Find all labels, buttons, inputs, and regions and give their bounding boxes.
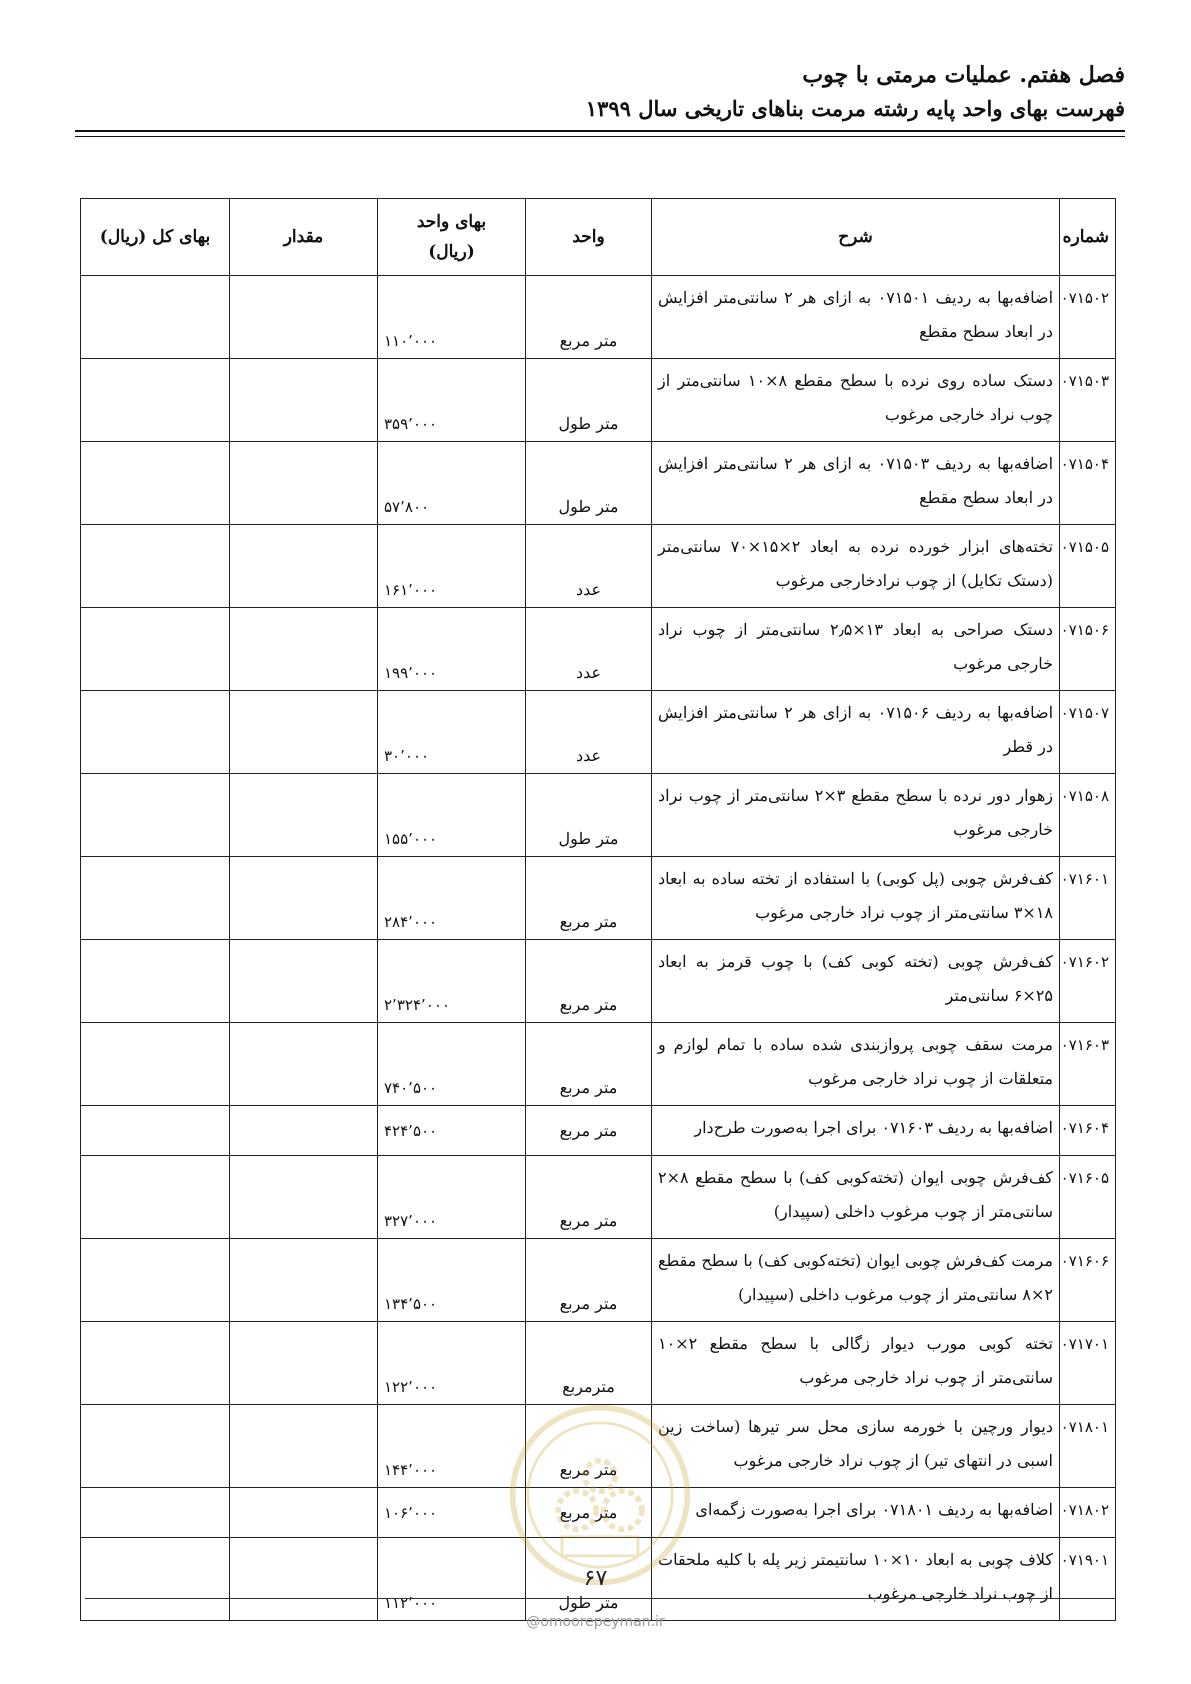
item-unit: مترمربع: [526, 1322, 652, 1405]
table-row: [81, 359, 1116, 442]
item-description: اضافه‌بها به ردیف ۰۷۱۶۰۳ برای اجرا به‌صورت طرح‌دار: [652, 1106, 1060, 1156]
item-code: ۰۷۱۵۰۸: [1060, 774, 1116, 857]
item-unit-price: ۱۱۲٬۰۰۰: [378, 1538, 526, 1621]
item-code: ۰۷۱۶۰۳: [1060, 1023, 1116, 1106]
item-unit: متر مربع: [526, 1023, 652, 1106]
item-unit: متر مربع: [526, 1405, 652, 1488]
table-row: [81, 608, 1116, 691]
table-row: [81, 1106, 1116, 1156]
item-unit: متر مربع: [526, 276, 652, 359]
item-code: ۰۷۱۸۰۲: [1060, 1488, 1116, 1538]
table-row: [81, 442, 1116, 525]
item-description: دیوار ورچین با خورمه سازی محل سر تیرها (ساخت زین اسبی در انتهای تیر) از چوب نراد خارجی مرغوب: [652, 1405, 1060, 1488]
item-code: ۰۷۱۵۰۷: [1060, 691, 1116, 774]
table-row: [81, 1023, 1116, 1106]
item-unit: متر مربع: [526, 1106, 652, 1156]
website-watermark: @omoorepeyman.ir: [526, 1614, 665, 1630]
page-number: ۶۷: [583, 1566, 608, 1591]
item-total: [81, 774, 230, 857]
table-row: [81, 857, 1116, 940]
item-description: کلاف چوبی به ابعاد ۱۰×۱۰ سانتیمتر زیر پله با کلیه ملحقات از چوب نراد خارجی مرغوب: [652, 1538, 1060, 1621]
item-unit: متر طول: [526, 359, 652, 442]
item-unit-price: ۱۶۱٬۰۰۰: [378, 525, 526, 608]
item-description: تخته‌های ابزار خورده نرده به ابعاد ۲×۱۵×۷۰ سانتی‌متر (دستک تکایل) از چوب نرادخارجی مرغوب: [652, 525, 1060, 608]
item-total: [81, 857, 230, 940]
item-unit: عدد: [526, 525, 652, 608]
item-total: [81, 525, 230, 608]
item-code: ۰۷۱۹۰۱: [1060, 1538, 1116, 1621]
item-total: [81, 1488, 230, 1538]
item-unit-price: ۳۲۷٬۰۰۰: [378, 1156, 526, 1239]
item-unit: عدد: [526, 608, 652, 691]
item-description: اضافه‌بها به ردیف ۰۷۱۵۰۳ به ازای هر ۲ سانتی‌متر افزایش در ابعاد سطح مقطع: [652, 442, 1060, 525]
table-row: [81, 1405, 1116, 1488]
item-quantity: [230, 1322, 378, 1405]
item-unit-price: ۷۴۰٬۵۰۰: [378, 1023, 526, 1106]
chapter-title: فصل هفتم. عملیات مرمتی با چوب: [802, 62, 1125, 88]
item-unit: متر مربع: [526, 1488, 652, 1538]
item-unit: متر مربع: [526, 1156, 652, 1239]
item-code: ۰۷۱۶۰۲: [1060, 940, 1116, 1023]
col-header-quantity: مقدار: [230, 199, 378, 276]
item-quantity: [230, 940, 378, 1023]
item-total: [81, 691, 230, 774]
item-total: [81, 1322, 230, 1405]
item-description: اضافه‌بها به ردیف ۰۷۱۸۰۱ برای اجرا به‌صورت زگمه‌ای: [652, 1488, 1060, 1538]
item-description: اضافه‌بها به ردیف ۰۷۱۵۰۶ به ازای هر ۲ سانتی‌متر افزایش در قطر: [652, 691, 1060, 774]
item-total: [81, 1023, 230, 1106]
item-total: [81, 1239, 230, 1322]
item-description: دستک ساده روی نرده با سطح مقطع ۸×۱۰ سانتی‌متر از چوب نراد خارجی مرغوب: [652, 359, 1060, 442]
item-total: [81, 1156, 230, 1239]
item-unit-price: ۱۰۶٬۰۰۰: [378, 1488, 526, 1538]
item-unit-price: ۵۷٬۸۰۰: [378, 442, 526, 525]
item-unit-price: ۳۰٬۰۰۰: [378, 691, 526, 774]
unit-price-label: بهای واحد (ریال): [416, 212, 487, 262]
item-code: ۰۷۱۶۰۵: [1060, 1156, 1116, 1239]
item-quantity: [230, 1239, 378, 1322]
item-description: دستک صراحی به ابعاد ۱۳×۲٫۵ سانتی‌متر از چوب نراد خارجی مرغوب: [652, 608, 1060, 691]
item-unit-price: ۱۳۴٬۵۰۰: [378, 1239, 526, 1322]
item-quantity: [230, 1023, 378, 1106]
item-code: ۰۷۱۵۰۲: [1060, 276, 1116, 359]
item-description: مرمت کف‌فرش چوبی ایوان (تخته‌کوبی کف) با سطح مقطع ۲×۸ سانتی‌متر از چوب مرغوب داخلی (سپیدار): [652, 1239, 1060, 1322]
item-total: [81, 1405, 230, 1488]
item-quantity: [230, 1405, 378, 1488]
page-header: [69, 58, 1125, 126]
col-header-code: شماره: [1060, 199, 1116, 276]
item-quantity: [230, 608, 378, 691]
item-quantity: [230, 1156, 378, 1239]
table-header-row: [81, 199, 1116, 276]
item-quantity: [230, 857, 378, 940]
footer-rule: [85, 1598, 1116, 1599]
item-unit-price: ۲٬۳۲۴٬۰۰۰: [378, 940, 526, 1023]
item-description: کف‌فرش چوبی (تخته کوبی کف) با چوب قرمز به ابعاد ۲۵×۶ سانتی‌متر: [652, 940, 1060, 1023]
item-total: [81, 940, 230, 1023]
item-unit-price: ۳۵۹٬۰۰۰: [378, 359, 526, 442]
item-unit: متر طول: [526, 1538, 652, 1621]
item-description: کف‌فرش چوبی (پل کوبی) با استفاده از تخته ساده به ابعاد ۱۸×۳ سانتی‌متر از چوب نراد خارجی مرغوب: [652, 857, 1060, 940]
item-code: ۰۷۱۸۰۱: [1060, 1405, 1116, 1488]
item-quantity: [230, 359, 378, 442]
item-unit-price: ۱۲۲٬۰۰۰: [378, 1322, 526, 1405]
item-quantity: [230, 525, 378, 608]
item-description: کف‌فرش چوبی ایوان (تخته‌کوبی کف) با سطح مقطع ۸×۲ سانتی‌متر از چوب مرغوب داخلی (سپیدار): [652, 1156, 1060, 1239]
price-list-table: [80, 198, 1116, 1621]
item-total: [81, 359, 230, 442]
item-unit: متر طول: [526, 774, 652, 857]
item-unit-price: ۴۲۴٬۵۰۰: [378, 1106, 526, 1156]
item-code: ۰۷۱۵۰۵: [1060, 525, 1116, 608]
table-row: [81, 691, 1116, 774]
item-description: زهوار دور نرده با سطح مقطع ۳×۲ سانتی‌متر از چوب نراد خارجی مرغوب: [652, 774, 1060, 857]
table-row: [81, 940, 1116, 1023]
item-total: [81, 608, 230, 691]
item-unit: متر طول: [526, 442, 652, 525]
table-row: [81, 774, 1116, 857]
header-rule-thick: [75, 130, 1125, 132]
item-total: [81, 442, 230, 525]
item-unit-price: ۱۴۴٬۰۰۰: [378, 1405, 526, 1488]
item-total: [81, 1106, 230, 1156]
col-header-desc: شرح: [652, 199, 1060, 276]
item-quantity: [230, 1106, 378, 1156]
table-row: [81, 1488, 1116, 1538]
item-unit: متر مربع: [526, 1239, 652, 1322]
header-rule-thin: [75, 136, 1125, 137]
item-code: ۰۷۱۵۰۳: [1060, 359, 1116, 442]
document-title: فهرست بهای واحد پایه رشته مرمت بناهای تاریخی سال ۱۳۹۹: [585, 96, 1125, 121]
item-description: اضافه‌بها به ردیف ۰۷۱۵۰۱ به ازای هر ۲ سانتی‌متر افزایش در ابعاد سطح مقطع: [652, 276, 1060, 359]
item-code: ۰۷۱۶۰۶: [1060, 1239, 1116, 1322]
item-quantity: [230, 691, 378, 774]
item-code: ۰۷۱۶۰۴: [1060, 1106, 1116, 1156]
item-unit: متر مربع: [526, 940, 652, 1023]
table-row: [81, 276, 1116, 359]
table-row: [81, 1239, 1116, 1322]
table-row: [81, 1322, 1116, 1405]
item-unit-price: ۱۹۹٬۰۰۰: [378, 608, 526, 691]
item-unit-price: ۱۱۰٬۰۰۰: [378, 276, 526, 359]
item-quantity: [230, 276, 378, 359]
item-quantity: [230, 774, 378, 857]
item-unit-price: ۱۵۵٬۰۰۰: [378, 774, 526, 857]
item-unit: عدد: [526, 691, 652, 774]
item-code: ۰۷۱۵۰۶: [1060, 608, 1116, 691]
item-total: [81, 276, 230, 359]
item-unit: متر مربع: [526, 857, 652, 940]
table-row: [81, 525, 1116, 608]
col-header-unit-price: [378, 199, 526, 276]
item-description: مرمت سقف چوبی پروازبندی شده ساده با تمام لوازم و متعلقات از چوب نراد خارجی مرغوب: [652, 1023, 1060, 1106]
item-code: ۰۷۱۷۰۱: [1060, 1322, 1116, 1405]
item-description: تخته کوبی مورب دیوار زگالی با سطح مقطع ۲×۱۰ سانتی‌متر از چوب نراد خارجی مرغوب: [652, 1322, 1060, 1405]
item-unit-price: ۲۸۴٬۰۰۰: [378, 857, 526, 940]
item-code: ۰۷۱۶۰۱: [1060, 857, 1116, 940]
item-code: ۰۷۱۵۰۴: [1060, 442, 1116, 525]
col-header-total: بهای کل (ریال): [81, 199, 230, 276]
item-quantity: [230, 442, 378, 525]
col-header-unit: واحد: [526, 199, 652, 276]
item-quantity: [230, 1488, 378, 1538]
table-row: [81, 1156, 1116, 1239]
